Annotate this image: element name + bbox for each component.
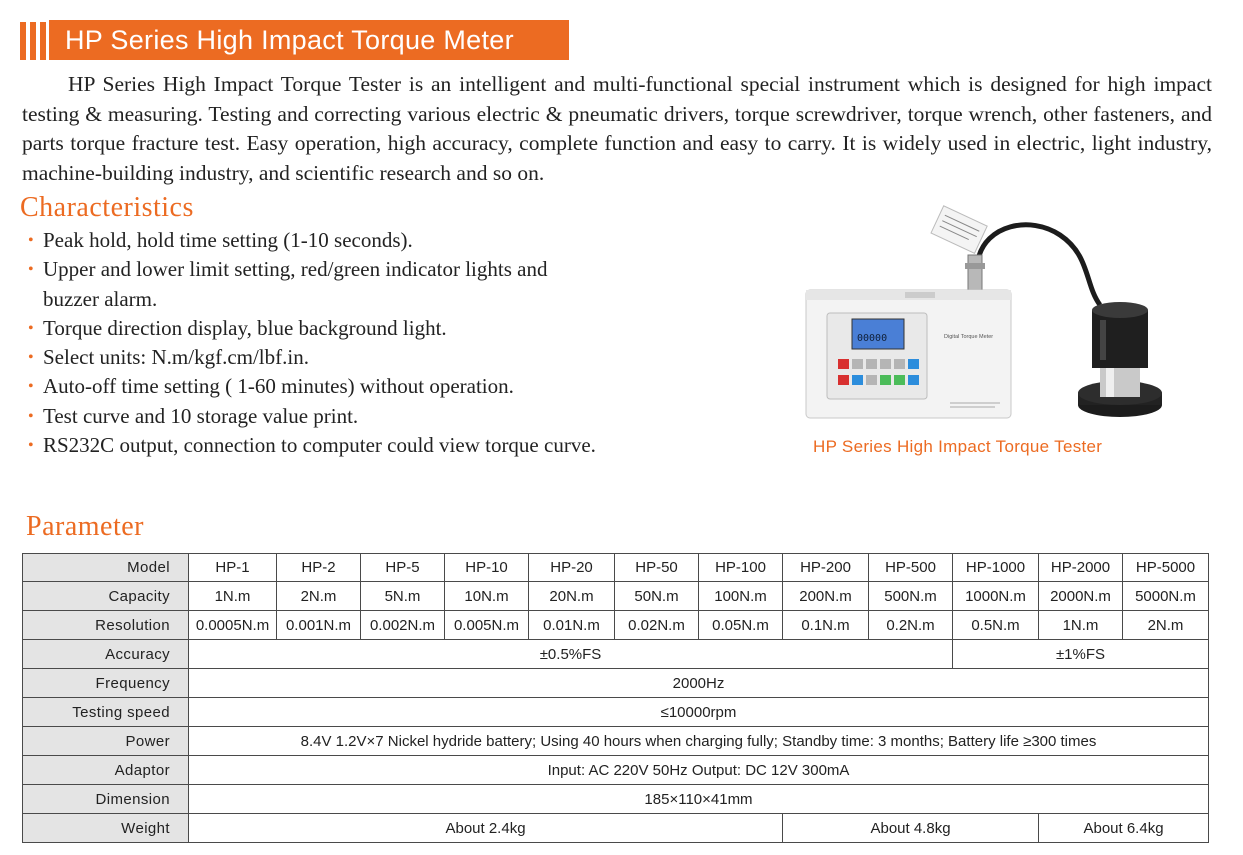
page-title: HP Series High Impact Torque Meter <box>49 20 569 60</box>
table-cell: HP-20 <box>529 554 615 582</box>
table-row <box>23 698 1209 727</box>
torque-tester-illustration <box>800 205 1170 435</box>
table-cell: ±0.5%FS <box>189 640 953 669</box>
row-header: Frequency <box>23 669 189 698</box>
device-label: Digital Torque Meter <box>944 334 994 340</box>
table-cell: 5000N.m <box>1123 582 1209 611</box>
intro-text: HP Series High Impact Torque Tester is an intelligent and multi-functional special instrument which is designed for high impact testing & measuring. Testing and correcting various electric & pneumatic drivers, torque screwdriver, torque wrench, other fasteners, and parts torque fracture test. Easy operation, high accuracy, complete function and easy to carry. It is widely used in electric, light industry, machine-building industry, and scientific research and so on. <box>22 72 1212 185</box>
table-row <box>23 727 1209 756</box>
table-cell: 2N.m <box>1123 611 1209 640</box>
row-header: Weight <box>23 814 189 843</box>
parameter-table <box>22 553 1209 843</box>
table-cell: 1N.m <box>1039 611 1123 640</box>
row-header: Accuracy <box>23 640 189 669</box>
table-row <box>23 611 1209 640</box>
torque-tester-image <box>800 205 1170 435</box>
table-cell: 5N.m <box>361 582 445 611</box>
list-item: • Torque direction display, blue background light. <box>28 314 668 343</box>
table-cell: 1000N.m <box>953 582 1039 611</box>
table-cell: 0.02N.m <box>615 611 699 640</box>
table-row <box>23 640 1209 669</box>
table-row <box>23 785 1209 814</box>
list-item: • RS232C output, connection to computer could view torque curve. <box>28 431 668 460</box>
table-cell: About 2.4kg <box>189 814 783 843</box>
table-cell: 0.002N.m <box>361 611 445 640</box>
title-bar <box>20 22 26 60</box>
list-item: • Upper and lower limit setting, red/green indicator lights and buzzer alarm. <box>28 255 603 314</box>
table-cell: 0.5N.m <box>953 611 1039 640</box>
row-header: Model <box>23 554 189 582</box>
table-cell: ≤10000rpm <box>189 698 1209 727</box>
row-header: Dimension <box>23 785 189 814</box>
table-row <box>23 554 1209 582</box>
table-cell: About 4.8kg <box>783 814 1039 843</box>
table-cell: ±1%FS <box>953 640 1209 669</box>
intro-paragraph <box>22 70 1212 188</box>
table-cell: 0.01N.m <box>529 611 615 640</box>
table-cell: HP-2000 <box>1039 554 1123 582</box>
table-cell: 185×110×41mm <box>189 785 1209 814</box>
table-cell: 2000Hz <box>189 669 1209 698</box>
table-cell: HP-1 <box>189 554 277 582</box>
table-cell: 100N.m <box>699 582 783 611</box>
table-cell: HP-200 <box>783 554 869 582</box>
title-bar <box>30 22 36 60</box>
image-caption: HP Series High Impact Torque Tester <box>813 437 1103 456</box>
table-cell: 0.0005N.m <box>189 611 277 640</box>
table-cell: HP-5 <box>361 554 445 582</box>
table-cell: HP-500 <box>869 554 953 582</box>
table-cell: HP-10 <box>445 554 529 582</box>
row-header: Capacity <box>23 582 189 611</box>
table-cell: 20N.m <box>529 582 615 611</box>
row-header: Power <box>23 727 189 756</box>
characteristics-heading: Characteristics <box>20 192 194 223</box>
table-cell: 0.001N.m <box>277 611 361 640</box>
table-cell: 0.005N.m <box>445 611 529 640</box>
table-cell: HP-5000 <box>1123 554 1209 582</box>
list-item: • Peak hold, hold time setting (1-10 seconds). <box>28 226 668 255</box>
table-row <box>23 756 1209 785</box>
table-cell: 8.4V 1.2V×7 Nickel hydride battery; Using 40 hours when charging fully; Standby time: 3 months; Battery life ≥300 times <box>189 727 1209 756</box>
row-header: Testing speed <box>23 698 189 727</box>
list-item: • Auto-off time setting ( 1-60 minutes) without operation. <box>28 372 668 401</box>
table-cell: Input: AC 220V 50Hz Output: DC 12V 300mA <box>189 756 1209 785</box>
table-row <box>23 582 1209 611</box>
title-bar <box>40 22 46 60</box>
table-row <box>23 669 1209 698</box>
table-cell: 200N.m <box>783 582 869 611</box>
table-cell: 50N.m <box>615 582 699 611</box>
table-cell: 10N.m <box>445 582 529 611</box>
table-cell: About 6.4kg <box>1039 814 1209 843</box>
parameter-heading: Parameter <box>26 511 144 542</box>
table-cell: HP-1000 <box>953 554 1039 582</box>
table-cell: 2N.m <box>277 582 361 611</box>
table-cell: 0.1N.m <box>783 611 869 640</box>
table-cell: 500N.m <box>869 582 953 611</box>
row-header: Adaptor <box>23 756 189 785</box>
table-cell: HP-2 <box>277 554 361 582</box>
table-cell: 2000N.m <box>1039 582 1123 611</box>
table-cell: 1N.m <box>189 582 277 611</box>
table-cell: 0.2N.m <box>869 611 953 640</box>
table-cell: HP-100 <box>699 554 783 582</box>
list-item: • Test curve and 10 storage value print. <box>28 402 668 431</box>
row-header: Resolution <box>23 611 189 640</box>
table-cell: 0.05N.m <box>699 611 783 640</box>
table-cell: HP-50 <box>615 554 699 582</box>
table-row <box>23 814 1209 843</box>
characteristics-list <box>28 226 668 460</box>
svg-text:00000: 00000 <box>857 333 888 344</box>
list-item: • Select units: N.m/kgf.cm/lbf.in. <box>28 343 668 372</box>
